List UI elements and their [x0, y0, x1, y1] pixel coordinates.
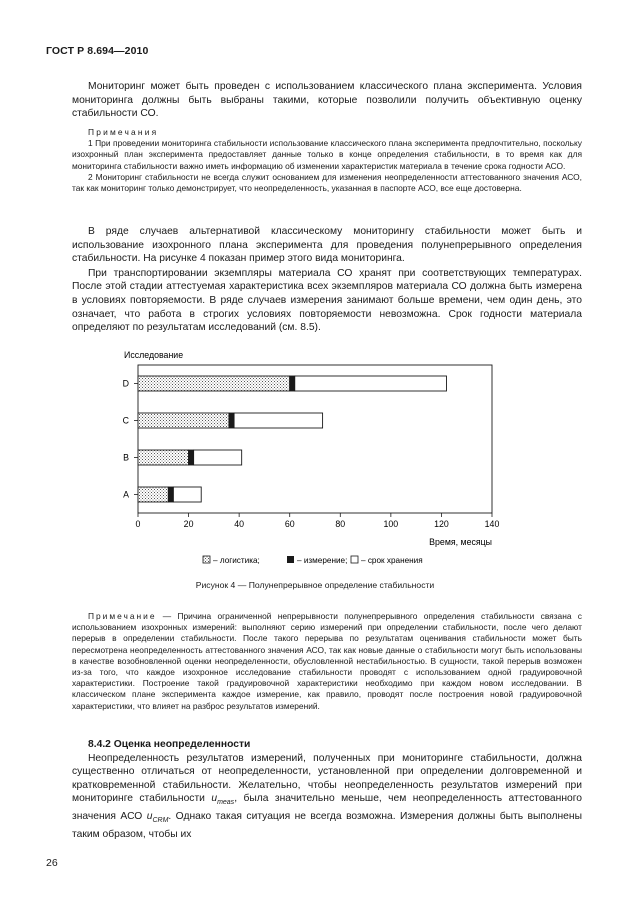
paragraph-transport: При транспортировании экземпляры материала СО хранят при соответствующих температурах. После этой стадии аттестуемая характеристика всех экземпляров материала СО должна быть измерена в условиях повторяемости. В ряде случаев измерения занимают больше времени, чем один день, это означает, что работа в строгих условиях повторяемости невозможна. Срок годности материала определяют по результатам исследований (см. 8.5). [72, 267, 582, 334]
legend [203, 556, 423, 565]
x-tick-label: 120 [434, 519, 449, 529]
stability-chart [100, 345, 530, 570]
note-2-body: — Причина ограниченной непрерывности полунепрерывного определения стабильности связана с использованием изохронных измерений: выполняют серию измерений при определении стабильности, после чего делают перерыв в определении стабильности. После такого перерыва по результатам оценивания стабильности может быть пересмотрена неопределенность аттестованного значения АСО, так как новые данные о стабильности могут быть использованы в качестве возобновленной оценки неопределенности, обусловленной нестабильностью. В сущности, такой перерыв возможен из-за того, что каждое изохронное исследование стабильности проводят с использованием одной градуировочной характеристики. Построение такой градуировочной характеристики необходимо при каждом новом исследовании. В классическом плане эксперимента каждое измерение, как правило, проводят после построения новой градуировочной характеристики, что влияет на разброс результатов измерений. [72, 611, 582, 711]
bar-D-измерение [290, 376, 295, 391]
x-tick-label: 40 [234, 519, 245, 529]
bar-C-логистика [138, 413, 229, 428]
x-tick-label: 140 [484, 519, 500, 529]
symbol-u-crm [146, 811, 169, 825]
note-2: 2 Мониторинг стабильности не всегда служит основанием для изменения неопределенности аттестованного значения АСО, так как мониторинг только демонстрирует, что неопределенность, указанная в паспорте АСО, все еще достоверна. [72, 171, 582, 194]
text-fragment: . Однако такая ситуация не всегда возможна. Измерения должны быть выполнены таким образом, чтобы их [72, 811, 582, 840]
y-tick-label: C [122, 415, 129, 426]
y-tick-label: A [123, 489, 129, 500]
symbol-letter: u [146, 811, 153, 823]
bar-C-срок-хранения [234, 413, 322, 428]
section-uncertainty [72, 738, 582, 841]
text-fragment: , была значительно меньше, чем неопределенность аттестованного значения АСО [72, 793, 582, 823]
legend-label-logistics: – логистика; [213, 556, 260, 565]
legend-swatch-storage [351, 556, 358, 563]
symbol-letter: u [211, 793, 218, 805]
bar-D-срок-хранения [295, 376, 447, 391]
x-tick-label: 20 [183, 519, 194, 529]
legend-swatch-logistics [203, 556, 210, 563]
bar-D-логистика [138, 376, 290, 391]
notes-title: Примечания [88, 127, 159, 137]
bar-B-логистика [138, 450, 189, 465]
bar-A-измерение [168, 487, 173, 502]
bar-A-логистика [138, 487, 168, 502]
note-1: 1 При проведении мониторинга стабильности использование классического плана эксперимента предпочтительно, поскольку изохронный план эксперимента предоставляет данные только в конце определения стабильности, в то время как для мониторинга стабильности важно иметь информацию об изменении характеристик материала в течение срока годности АСО. [72, 138, 582, 171]
section-heading: 8.4.2 Оценка неопределенности [88, 739, 251, 750]
symbol-u-meas [211, 793, 235, 807]
x-tick-label: 100 [383, 519, 399, 529]
bar-B-срок-хранения [194, 450, 242, 465]
bar-A-срок-хранения [173, 487, 201, 502]
note-2-title: Примечание [88, 611, 157, 621]
y-axis-label: Исследование [124, 350, 184, 360]
y-tick-label: B [123, 452, 129, 463]
x-tick-label: 80 [335, 519, 346, 529]
paragraph-monitoring [72, 80, 582, 121]
page-number: 26 [46, 857, 58, 869]
legend-label-storage: – срок хранения [361, 556, 423, 565]
figure-caption: Рисунок 4 — Полунепрерывное определение стабильности [195, 580, 435, 590]
paragraph-uncertainty [72, 752, 582, 842]
y-tick-label: D [122, 378, 129, 389]
note-block-2 [72, 611, 582, 712]
legend-swatch-measurement [287, 556, 294, 563]
legend-label-measurement: – измерение; [297, 556, 348, 565]
paragraph-text: Мониторинг может быть проведен с использованием классического плана эксперимента. Условия мониторинга должны быть выбраны такими, которые позволили получить объективную оценку стабильности СО. [72, 81, 582, 120]
bar-C-измерение [229, 413, 234, 428]
document-code: ГОСТ Р 8.694—2010 [46, 45, 149, 57]
text-fragment: Неопределенность результатов измерений, полученных при мониторинге стабильности, должна существенно отличаться от неопределенности, установленной при определении долговременной и кратковременной стабильности. Желательно, чтобы неопределенность результатов измерений при мониторинге стабильности [72, 752, 582, 805]
symbol-subscript: CRM [152, 817, 169, 825]
bar-B-измерение [189, 450, 194, 465]
note-2-text [72, 611, 582, 712]
paragraph-text: В ряде случаев альтернативой классическому мониторингу стабильности может быть и использование изохронного плана эксперимента для проведения полунепрерывного определения стабильности. На рисунке 4 показан пример этого вида мониторинга. [72, 226, 582, 265]
paragraph-alternative [72, 225, 582, 335]
x-tick-label: 60 [284, 519, 295, 529]
x-axis-label: Время, месяцы [429, 537, 492, 547]
notes-block [72, 127, 582, 194]
symbol-subscript: meas [217, 799, 235, 807]
x-tick-label: 0 [135, 519, 141, 529]
